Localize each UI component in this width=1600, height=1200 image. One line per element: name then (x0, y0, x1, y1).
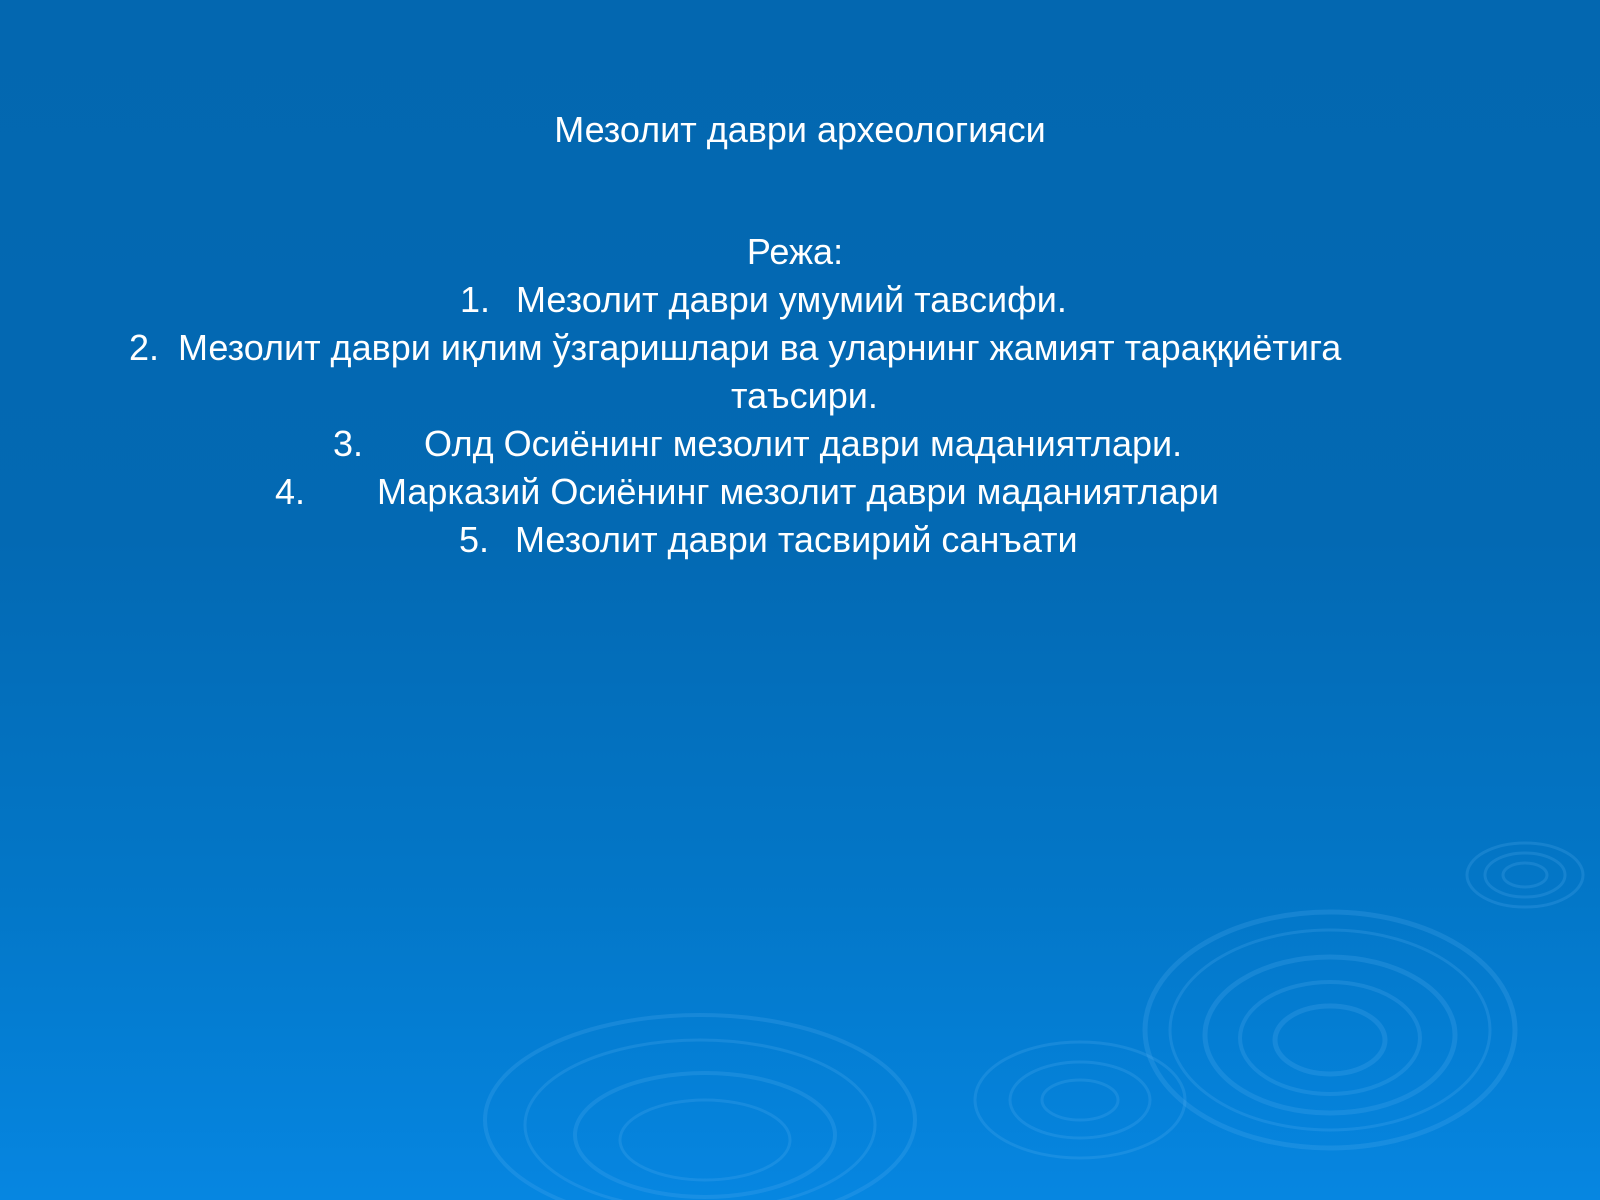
plan-item-text: Мезолит даври иқлим ўзгаришлари ва уларнинг жамият тараққиётига (178, 327, 1342, 368)
plan-item-text: Мезолит даври умумий тавсифи. (516, 279, 1067, 320)
plan-heading: Режа: (746, 231, 844, 272)
plan-item-number: 4. (275, 471, 306, 512)
plan-item-number: 5. (459, 519, 490, 560)
plan-item-continuation: таъсири. (731, 375, 878, 416)
plan-item-number: 2. (129, 327, 160, 368)
slide-title: Мезолит даври археологияси (554, 109, 1046, 150)
plan-item-text: Марказий Осиёнинг мезолит даври маданиятлари (377, 471, 1219, 512)
plan-item-number: 3. (333, 423, 364, 464)
plan-item-text: Олд Осиёнинг мезолит даври маданиятлари. (424, 423, 1183, 464)
plan-item-text: Мезолит даври тасвирий санъати (515, 519, 1078, 560)
plan-item-number: 1. (460, 279, 491, 320)
